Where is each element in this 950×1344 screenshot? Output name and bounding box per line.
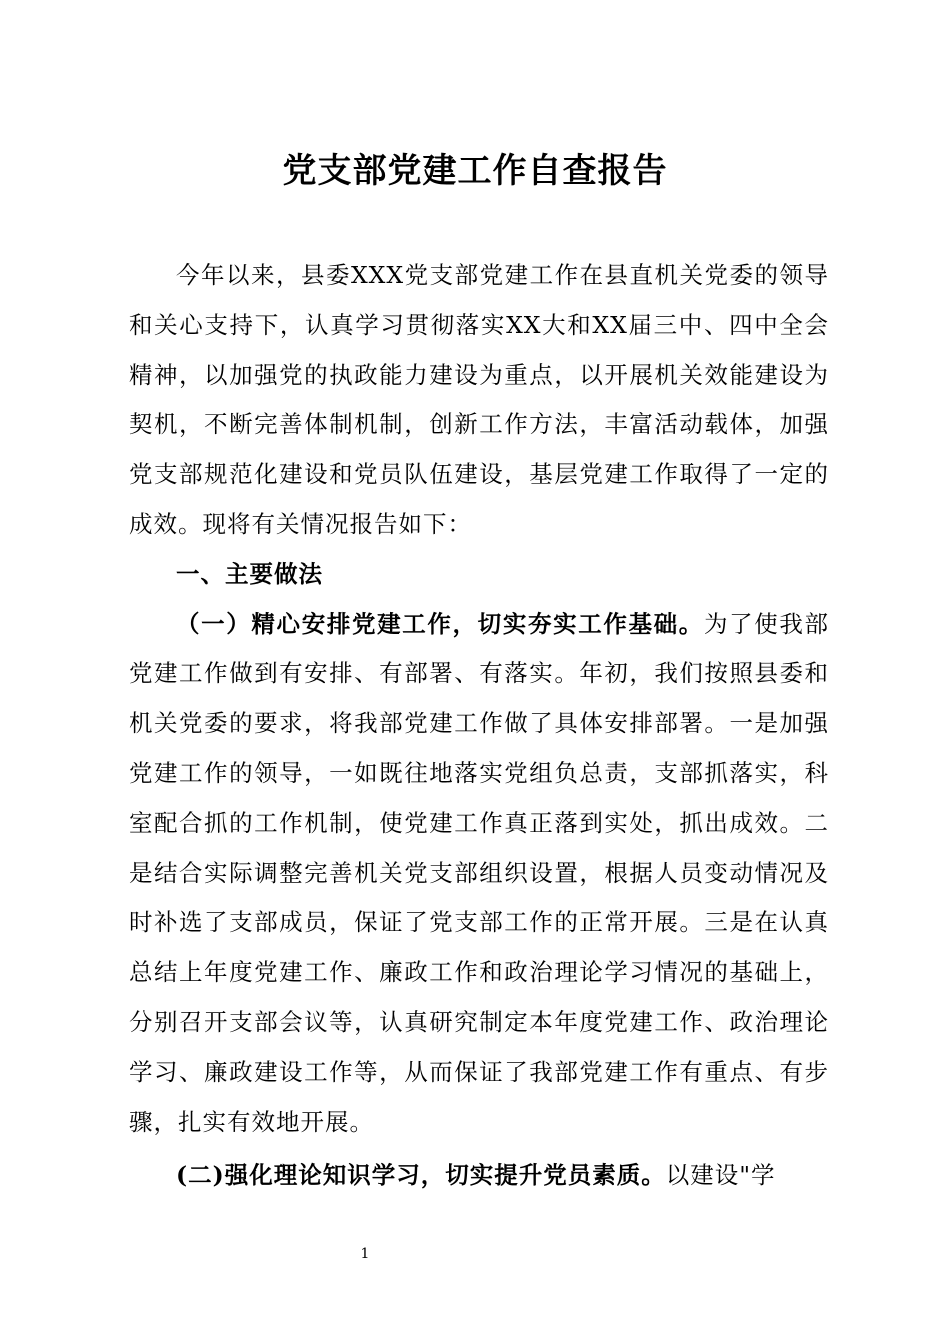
- document-title: 党支部党建工作自查报告: [282, 151, 668, 191]
- subsection-2-paragraph: [129, 1151, 829, 1201]
- subsection-2-text: 以建设"学: [665, 1161, 776, 1190]
- subsection-1-paragraph: [129, 600, 829, 1148]
- subsection-1-text: 为了使我部党建工作做到有安排、有部署、有落实。年初，我们按照县委和机关党委的要求，将我部党建工作做了具体安排部署。一是加强党建工作的领导，一如既往地落实党组负总责，支部抓落实，科室配合抓的工作机制，使党建工作真正落到实处，抓出成效。二是结合实际调整完善机关党支部组织设置，根据人员变动情况及时补选了支部成员，保证了党支部工作的正常开展。三是在认真总结上年度党建工作、廉政工作和政治理论学习情况的基础上，分别召开支部会议等，认真研究制定本年度党建工作、政治理论学习、廉政建设工作等，从而保证了我部党建工作有重点、有步骤，扎实有效地开展。: [129, 609, 830, 1136]
- subsection-2-heading: (二)强化理论知识学习，切实提升党员素质。: [176, 1161, 666, 1190]
- subsection-1-heading: （一）精心安排党建工作，切实夯实工作基础。: [176, 609, 704, 638]
- intro-paragraph: 今年以来，县委XXX党支部党建工作在县直机关党委的领导和关心支持下，认真学习贯彻落实XX大和XX届三中、四中全会精神，以加强党的执政能力建设为重点，以开展机关效能建设为契机，不断完善体制机制，创新工作方法，丰富活动载体，加强党支部规范化建设和党员队伍建设，基层党建工作取得了一定的成效。现将有关情况报告如下：: [129, 261, 829, 538]
- page-number: 1: [360, 1246, 370, 1262]
- section-heading-main-practices: 一、主要做法: [176, 559, 323, 588]
- document-body: [129, 251, 829, 1201]
